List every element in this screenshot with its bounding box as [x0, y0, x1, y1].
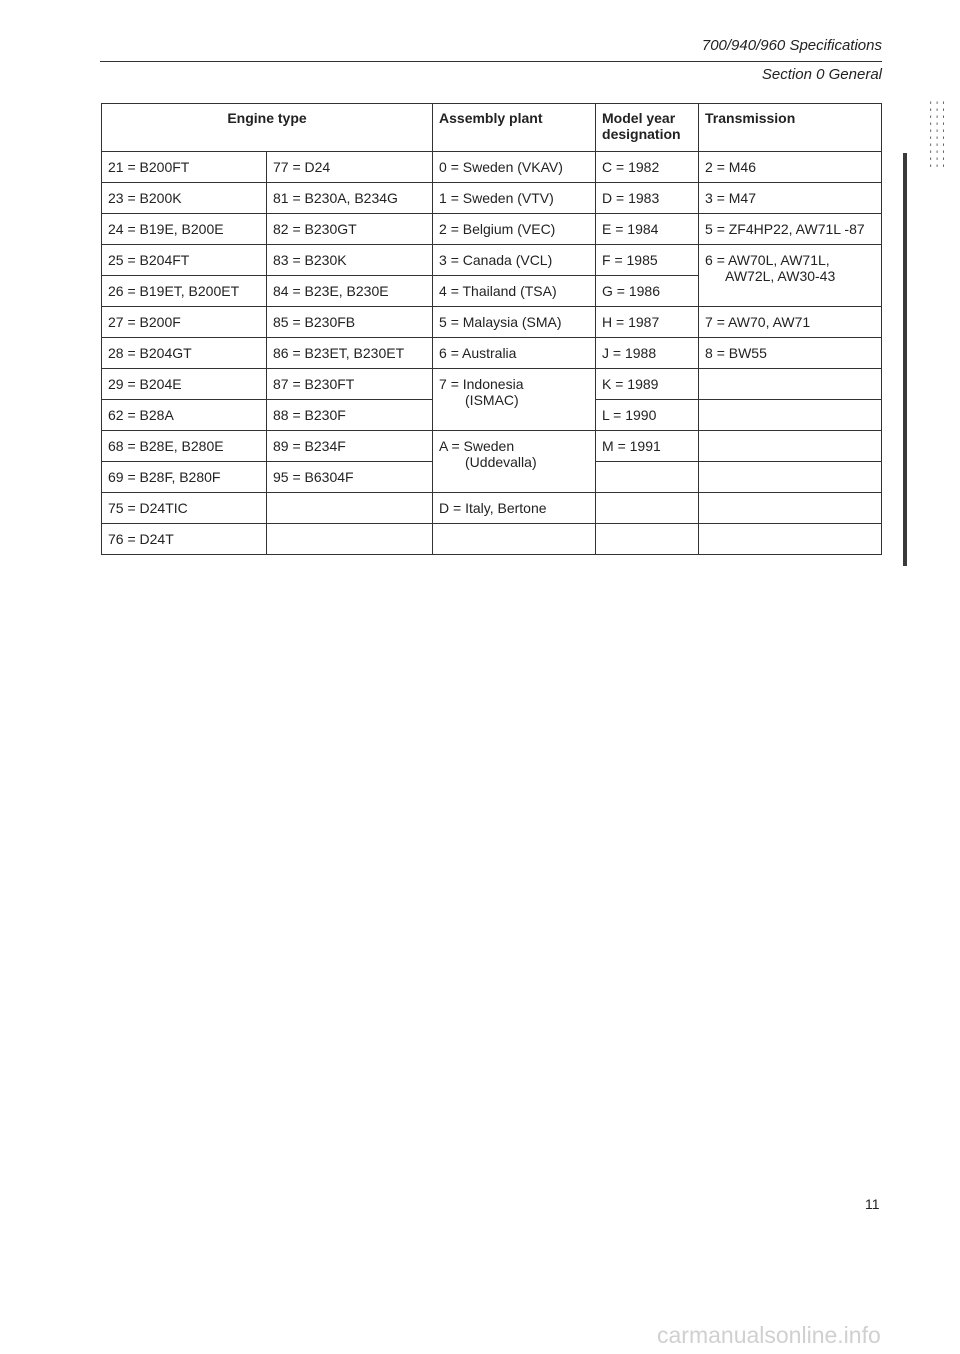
engine-code-cell: 95 = B6304F — [267, 462, 433, 493]
transmission-cell — [699, 369, 882, 400]
watermark: carmanualsonline.info — [657, 1322, 881, 1348]
transmission-cell: 3 = M47 — [699, 183, 882, 214]
specifications-table — [101, 103, 882, 555]
engine-code-cell: 69 = B28F, B280F — [102, 462, 267, 493]
engine-code-cell: 29 = B204E — [102, 369, 267, 400]
assembly-plant-cell — [433, 369, 596, 431]
assembly-plant-cell: 4 = Thailand (TSA) — [433, 276, 596, 307]
header-rule — [100, 61, 882, 62]
transmission-cell — [699, 245, 882, 307]
assembly-plant-line: (Uddevalla) — [465, 454, 537, 470]
section-marker-bar — [903, 153, 907, 566]
engine-code-cell: 83 = B230K — [267, 245, 433, 276]
engine-code-cell: 27 = B200F — [102, 307, 267, 338]
model-year-cell: K = 1989 — [596, 369, 699, 400]
transmission-cell — [699, 462, 882, 493]
assembly-plant-cell: 0 = Sweden (VKAV) — [433, 152, 596, 183]
transmission-cell: 7 = AW70, AW71 — [699, 307, 882, 338]
assembly-plant-cell — [433, 431, 596, 493]
engine-code-cell — [267, 493, 433, 524]
model-year-cell — [596, 462, 699, 493]
col-header-engine-type: Engine type — [102, 104, 433, 152]
model-year-cell: C = 1982 — [596, 152, 699, 183]
engine-code-cell: 25 = B204FT — [102, 245, 267, 276]
assembly-plant-line: (ISMAC) — [465, 392, 519, 408]
header-title: 700/940/960 Specifications — [701, 37, 882, 54]
model-year-cell: D = 1983 — [596, 183, 699, 214]
engine-code-cell — [267, 524, 433, 555]
engine-code-cell: 62 = B28A — [102, 400, 267, 431]
page-edge-tab-marks: ''' ''' ''' ''' ''' ''' ''' ''' ''' ''' — [928, 101, 948, 174]
model-year-cell: H = 1987 — [596, 307, 699, 338]
engine-code-cell: 86 = B23ET, B230ET — [267, 338, 433, 369]
engine-code-cell: 76 = D24T — [102, 524, 267, 555]
model-year-cell: J = 1988 — [596, 338, 699, 369]
transmission-cell: 5 = ZF4HP22, AW71L -87 — [699, 214, 882, 245]
table-row — [102, 524, 882, 555]
model-year-cell: G = 1986 — [596, 276, 699, 307]
transmission-cell — [699, 431, 882, 462]
transmission-cell — [699, 400, 882, 431]
col-header-assembly-plant: Assembly plant — [433, 104, 596, 152]
header-section: Section 0 General — [761, 66, 882, 83]
table-row — [102, 214, 882, 245]
model-year-cell — [596, 493, 699, 524]
engine-code-cell: 84 = B23E, B230E — [267, 276, 433, 307]
table-row — [102, 152, 882, 183]
engine-code-cell: 24 = B19E, B200E — [102, 214, 267, 245]
table-row — [102, 369, 882, 400]
transmission-cell: 2 = M46 — [699, 152, 882, 183]
engine-code-cell: 88 = B230F — [267, 400, 433, 431]
model-year-cell — [596, 524, 699, 555]
assembly-plant-cell: 3 = Canada (VCL) — [433, 245, 596, 276]
engine-code-cell: 82 = B230GT — [267, 214, 433, 245]
transmission-cell — [699, 493, 882, 524]
table-row — [102, 245, 882, 276]
transmission-line: 6 = AW70L, AW71L, — [705, 252, 830, 268]
engine-code-cell: 89 = B234F — [267, 431, 433, 462]
table-row — [102, 431, 882, 462]
col-header-transmission: Transmission — [699, 104, 882, 152]
assembly-plant-cell: 2 = Belgium (VEC) — [433, 214, 596, 245]
table-row — [102, 338, 882, 369]
engine-code-cell: 85 = B230FB — [267, 307, 433, 338]
engine-code-cell: 75 = D24TIC — [102, 493, 267, 524]
model-year-cell: E = 1984 — [596, 214, 699, 245]
table-row — [102, 183, 882, 214]
engine-code-cell: 28 = B204GT — [102, 338, 267, 369]
transmission-cell — [699, 524, 882, 555]
engine-code-cell: 68 = B28E, B280E — [102, 431, 267, 462]
assembly-plant-cell: 5 = Malaysia (SMA) — [433, 307, 596, 338]
assembly-plant-cell — [433, 524, 596, 555]
model-year-cell: F = 1985 — [596, 245, 699, 276]
assembly-plant-cell: 1 = Sweden (VTV) — [433, 183, 596, 214]
table-row — [102, 493, 882, 524]
transmission-cell: 8 = BW55 — [699, 338, 882, 369]
engine-code-cell: 87 = B230FT — [267, 369, 433, 400]
engine-code-cell: 26 = B19ET, B200ET — [102, 276, 267, 307]
assembly-plant-cell: 6 = Australia — [433, 338, 596, 369]
model-year-cell: M = 1991 — [596, 431, 699, 462]
assembly-plant-cell: D = Italy, Bertone — [433, 493, 596, 524]
transmission-line: AW72L, AW30-43 — [725, 268, 836, 284]
engine-code-cell: 81 = B230A, B234G — [267, 183, 433, 214]
table-header-row — [102, 104, 882, 152]
page-number: 11 — [865, 1196, 880, 1212]
col-header-model-year: Model year designation — [596, 104, 699, 152]
engine-code-cell: 23 = B200K — [102, 183, 267, 214]
table-row — [102, 307, 882, 338]
model-year-cell: L = 1990 — [596, 400, 699, 431]
assembly-plant-line: 7 = Indonesia — [439, 376, 524, 392]
engine-code-cell: 77 = D24 — [267, 152, 433, 183]
assembly-plant-line: A = Sweden — [439, 438, 515, 454]
engine-code-cell: 21 = B200FT — [102, 152, 267, 183]
